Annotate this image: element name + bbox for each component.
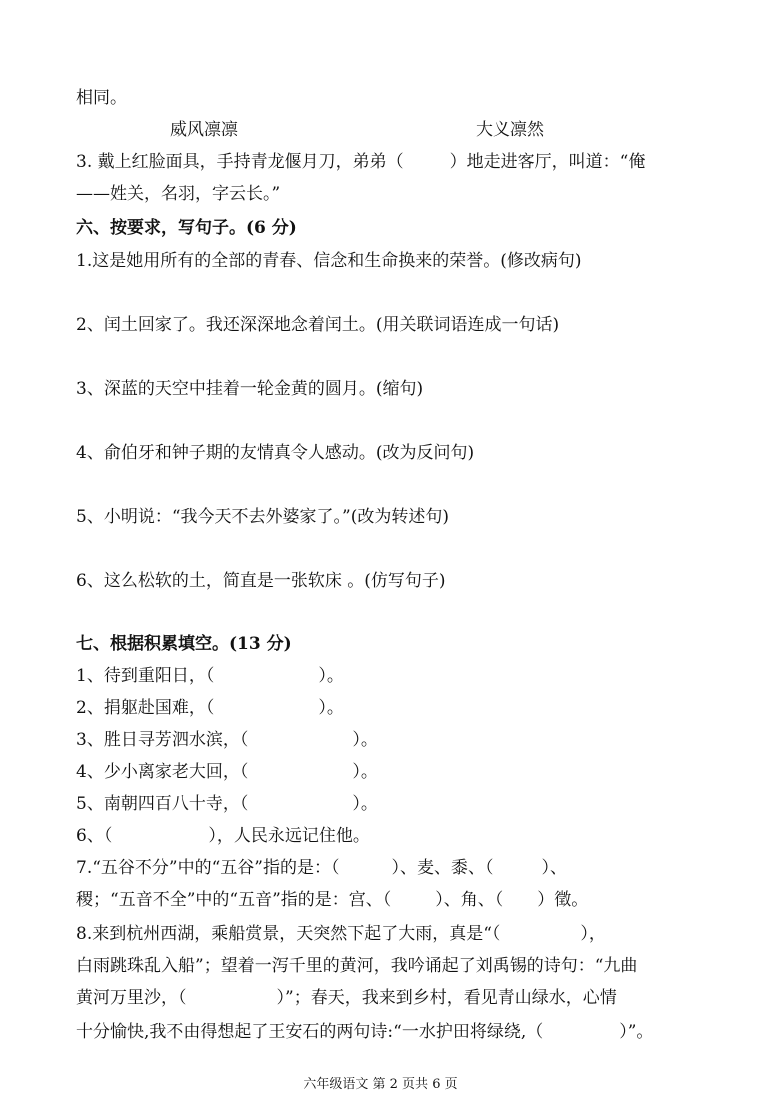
section-7-q5 <box>76 792 378 816</box>
section-7-q7 <box>76 856 567 880</box>
question-text: ）。 <box>318 666 344 686</box>
question-text: ）徵。 <box>537 890 589 910</box>
question-text: ）、麦、黍、（ <box>391 858 494 878</box>
section-6-item: 4、俞伯牙和钟子期的友情真令人感动。(改为反问句) <box>76 443 475 463</box>
question-5-3-cont: ——姓关，名羽，字云长。” <box>76 184 281 204</box>
section-7-q2 <box>76 696 344 720</box>
question-text: ）、角、（ <box>435 890 504 910</box>
question-text: 黄河万里沙，（ <box>76 988 187 1008</box>
question-text: 稷；“五音不全”中的“五音”指的是：宫、（ <box>76 890 392 910</box>
question-text: 3. 戴上红脸面具，手持青龙偃月刀，弟弟（ <box>76 152 404 172</box>
question-text: 6、（ <box>76 826 113 846</box>
question-text: 3、胜日寻芳泗水滨，（ <box>76 730 249 750</box>
section-7-q4 <box>76 760 378 784</box>
section-7-q7-cont <box>76 888 588 912</box>
question-text: ）。 <box>352 794 378 814</box>
section-6-item: 1.这是她用所有的全部的青春、信念和生命换来的荣誉。(修改病句) <box>76 251 582 271</box>
question-text: 十分愉快,我不由得想起了王安石的两句诗:“一水护田将绿绕,（ <box>76 1022 544 1042</box>
question-text: ）， <box>580 924 606 944</box>
question-text: 7.“五谷不分”中的“五谷”指的是：（ <box>76 858 340 878</box>
section-6-item: 6、这么松软的土，简直是一张软床 。(仿写句子) <box>76 571 446 591</box>
page-footer: 六年级语文 第 2 页共 6 页 <box>303 1077 458 1092</box>
question-text: 8.来到杭州西湖，乘船赏景，天突然下起了大雨，真是“（ <box>76 924 501 944</box>
question-text: ）。 <box>318 698 344 718</box>
section-7-q8-cont <box>76 1020 653 1044</box>
section-7-q8 <box>76 922 606 946</box>
question-text: ）。 <box>352 730 378 750</box>
word-1: 威风凛凛 <box>170 120 238 140</box>
section-7-q1 <box>76 664 344 688</box>
question-text: ），人民永远记住他。 <box>208 826 370 846</box>
section-6-item: 5、小明说：“我今天不去外婆家了。”(改为转述句) <box>76 507 449 527</box>
question-text: 2、捐躯赴国难，（ <box>76 698 215 718</box>
question-text: ）地走进客厅，叫道：“俺 <box>449 152 646 172</box>
question-text: ）”。 <box>619 1022 654 1042</box>
section-7-q8-cont: 白雨跳珠乱入船”；望着一泻千里的黄河，我吟诵起了刘禹锡的诗句：“九曲 <box>76 956 638 976</box>
question-text: 5、南朝四百八十寺，（ <box>76 794 249 814</box>
question-text: ）。 <box>352 762 378 782</box>
question-text: ）、 <box>541 858 567 878</box>
text-line: 相同。 <box>76 88 127 108</box>
section-6-item: 3、深蓝的天空中挂着一轮金黄的圆月。(缩句) <box>76 379 424 399</box>
section-7-q3 <box>76 728 378 752</box>
section-7-q8-cont <box>76 986 617 1010</box>
word-pair <box>170 118 544 142</box>
word-2: 大义凛然 <box>476 120 544 140</box>
section-6-item: 2、闰土回家了。我还深深地念着闰土。(用关联词语连成一句话) <box>76 315 560 335</box>
question-text: 4、少小离家老大回，（ <box>76 762 249 782</box>
question-5-3 <box>76 150 645 174</box>
section-6-heading: 六、按要求，写句子。(6 分) <box>76 218 297 238</box>
question-text: ）”；春天，我来到乡村，看见青山绿水，心情 <box>276 988 617 1008</box>
section-7-heading: 七、根据积累填空。(13 分) <box>76 634 292 654</box>
question-text: 1、待到重阳日，（ <box>76 666 215 686</box>
section-7-q6 <box>76 824 370 848</box>
